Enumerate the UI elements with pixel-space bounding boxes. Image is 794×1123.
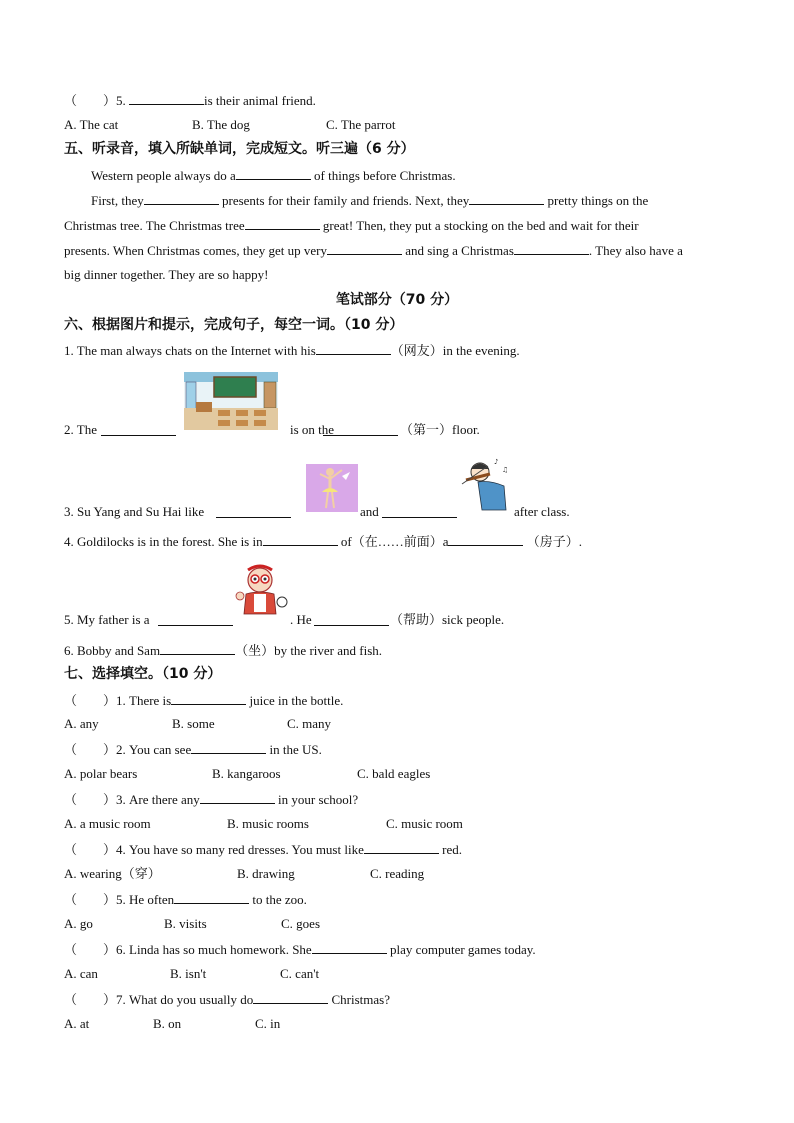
- question-text: after class.: [514, 504, 570, 519]
- question-text: in your school?: [274, 792, 359, 807]
- options-line: [64, 866, 764, 882]
- passage-text: great! Then, they put a stocking on the bed and wait for their: [319, 218, 639, 233]
- option-b: B. The dog: [192, 117, 250, 132]
- answer-blank[interactable]: [314, 613, 389, 626]
- question-text: （房子）.: [523, 534, 582, 549]
- passage-line: [64, 217, 639, 234]
- passage-text: presents. When Christmas comes, they get up very: [64, 243, 327, 258]
- answer-blank[interactable]: [200, 791, 275, 804]
- question-text: （ ）3. Are there any: [64, 792, 200, 807]
- options-line: [64, 916, 764, 932]
- svg-text:♫: ♫: [502, 466, 509, 474]
- question-text: 2. The: [64, 422, 97, 437]
- question-text: is on the: [290, 422, 335, 437]
- option-c: C. in: [255, 1016, 281, 1031]
- question-line: [64, 991, 390, 1008]
- answer-blank[interactable]: [364, 841, 439, 854]
- option-b: B. drawing: [237, 866, 295, 881]
- answer-blank[interactable]: [101, 423, 176, 436]
- option-a: A. wearing（穿）: [64, 866, 161, 881]
- question-number: （ ）5.: [64, 93, 130, 108]
- passage-line: [91, 192, 648, 209]
- option-c: C. bald eagles: [357, 766, 431, 781]
- question-line: [64, 612, 764, 628]
- question-text: juice in the bottle.: [246, 693, 344, 708]
- answer-blank[interactable]: [171, 692, 246, 705]
- question-text: Christmas?: [328, 992, 390, 1007]
- question-text: （网友）in the evening.: [390, 343, 520, 358]
- question-text: . He: [290, 612, 312, 627]
- section-seven-title: 七、选择填空。（10 分）: [64, 666, 222, 682]
- question-text: （ ）7. What do you usually do: [64, 992, 254, 1007]
- option-b: B. on: [153, 1016, 182, 1031]
- option-b: B. visits: [164, 916, 207, 931]
- option-a: A. can: [64, 966, 98, 981]
- answer-blank[interactable]: [129, 92, 204, 105]
- answer-blank[interactable]: [323, 423, 398, 436]
- answer-blank[interactable]: [236, 167, 311, 180]
- question-text: play computer games today.: [386, 942, 536, 957]
- passage-text: presents for their family and friends. Next, they: [218, 193, 470, 208]
- option-c: C. The parrot: [326, 117, 396, 132]
- passage-text: Western people always do a: [91, 168, 236, 183]
- passage-line: [64, 242, 683, 259]
- written-part-title: 笔试部分（70 分）: [335, 292, 459, 308]
- passage-text: . They also have a: [588, 243, 683, 258]
- answer-blank[interactable]: [327, 242, 402, 255]
- question-line: [64, 692, 343, 709]
- answer-blank[interactable]: [514, 242, 589, 255]
- question-text: in the US.: [266, 742, 322, 757]
- option-b: B. some: [172, 716, 215, 731]
- options-line: [64, 1016, 764, 1032]
- question-text: and: [360, 504, 379, 519]
- question-text: of（在……前面）a: [337, 534, 449, 549]
- question-text: 5. My father is a: [64, 612, 150, 627]
- option-a: A. go: [64, 916, 93, 931]
- question-line: [64, 791, 358, 808]
- question-text: （第一）floor.: [400, 422, 480, 437]
- passage-line: big dinner together. They are so happy!: [64, 267, 269, 282]
- question-text: red.: [438, 842, 462, 857]
- question-line: [64, 92, 316, 109]
- answer-blank[interactable]: [448, 533, 523, 546]
- option-b: B. music rooms: [227, 816, 309, 831]
- passage-text: and sing a Christmas: [401, 243, 514, 258]
- question-line: [64, 342, 520, 359]
- question-line: [64, 741, 322, 758]
- option-c: C. reading: [370, 866, 425, 881]
- answer-blank[interactable]: [245, 217, 320, 230]
- options-line: [64, 966, 764, 982]
- option-c: C. many: [287, 716, 332, 731]
- question-text: （ ）2. You can see: [64, 742, 192, 757]
- question-line: [64, 891, 307, 908]
- question-text: 1. The man always chats on the Internet with his: [64, 343, 316, 358]
- question-line: [64, 642, 382, 659]
- answer-blank[interactable]: [191, 741, 266, 754]
- answer-blank[interactable]: [144, 192, 219, 205]
- question-text: is their animal friend.: [204, 93, 316, 108]
- answer-blank[interactable]: [469, 192, 544, 205]
- question-text: to the zoo.: [249, 892, 307, 907]
- question-text: 3. Su Yang and Su Hai like: [64, 504, 205, 519]
- answer-blank[interactable]: [253, 991, 328, 1004]
- question-text: 6. Bobby and Sam: [64, 643, 161, 658]
- passage-text: pretty things on the: [544, 193, 649, 208]
- options-line: [64, 816, 764, 832]
- answer-blank[interactable]: [158, 613, 233, 626]
- option-c: C. can't: [280, 966, 320, 981]
- svg-text:♪: ♪: [494, 458, 499, 466]
- question-text: （ ）6. Linda has so much homework. She: [64, 942, 312, 957]
- question-text: （坐）by the river and fish.: [235, 643, 383, 658]
- question-text: （帮助）sick people.: [390, 612, 505, 627]
- option-a: A. any: [64, 716, 99, 731]
- option-c: C. goes: [281, 916, 320, 931]
- option-a: A. a music room: [64, 816, 151, 831]
- option-c: C. music room: [386, 816, 463, 831]
- passage-line: [91, 167, 456, 184]
- option-a: A. at: [64, 1016, 90, 1031]
- answer-blank[interactable]: [174, 891, 249, 904]
- question-line: [64, 422, 764, 438]
- answer-blank[interactable]: [216, 505, 291, 518]
- answer-blank[interactable]: [316, 342, 391, 355]
- question-text: （ ）4. You have so many red dresses. You must like: [64, 842, 364, 857]
- option-a: A. The cat: [64, 117, 119, 132]
- answer-blank[interactable]: [160, 642, 235, 655]
- section-six-title: 六、根据图片和提示，完成句子，每空一词。（10 分）: [64, 317, 404, 333]
- answer-blank[interactable]: [312, 941, 387, 954]
- options-line: [64, 117, 764, 133]
- question-line: [64, 941, 536, 958]
- question-line: [64, 533, 582, 550]
- passage-text: First, they: [91, 193, 144, 208]
- answer-blank[interactable]: [382, 505, 457, 518]
- option-b: B. isn't: [170, 966, 207, 981]
- passage-text: Christmas tree. The Christmas tree: [64, 218, 245, 233]
- question-text: （ ）5. He often: [64, 892, 175, 907]
- option-b: B. kangaroos: [212, 766, 281, 781]
- question-text: 4. Goldilocks is in the forest. She is in: [64, 534, 263, 549]
- question-text: （ ）1. There is: [64, 693, 172, 708]
- option-a: A. polar bears: [64, 766, 138, 781]
- answer-blank[interactable]: [263, 533, 338, 546]
- options-line: [64, 766, 764, 782]
- passage-text: of things before Christmas.: [310, 168, 456, 183]
- options-line: [64, 716, 764, 732]
- section-five-title: 五、听录音，填入所缺单词，完成短文。听三遍（6 分）: [64, 141, 415, 157]
- question-line: [64, 841, 462, 858]
- question-line: [64, 504, 764, 520]
